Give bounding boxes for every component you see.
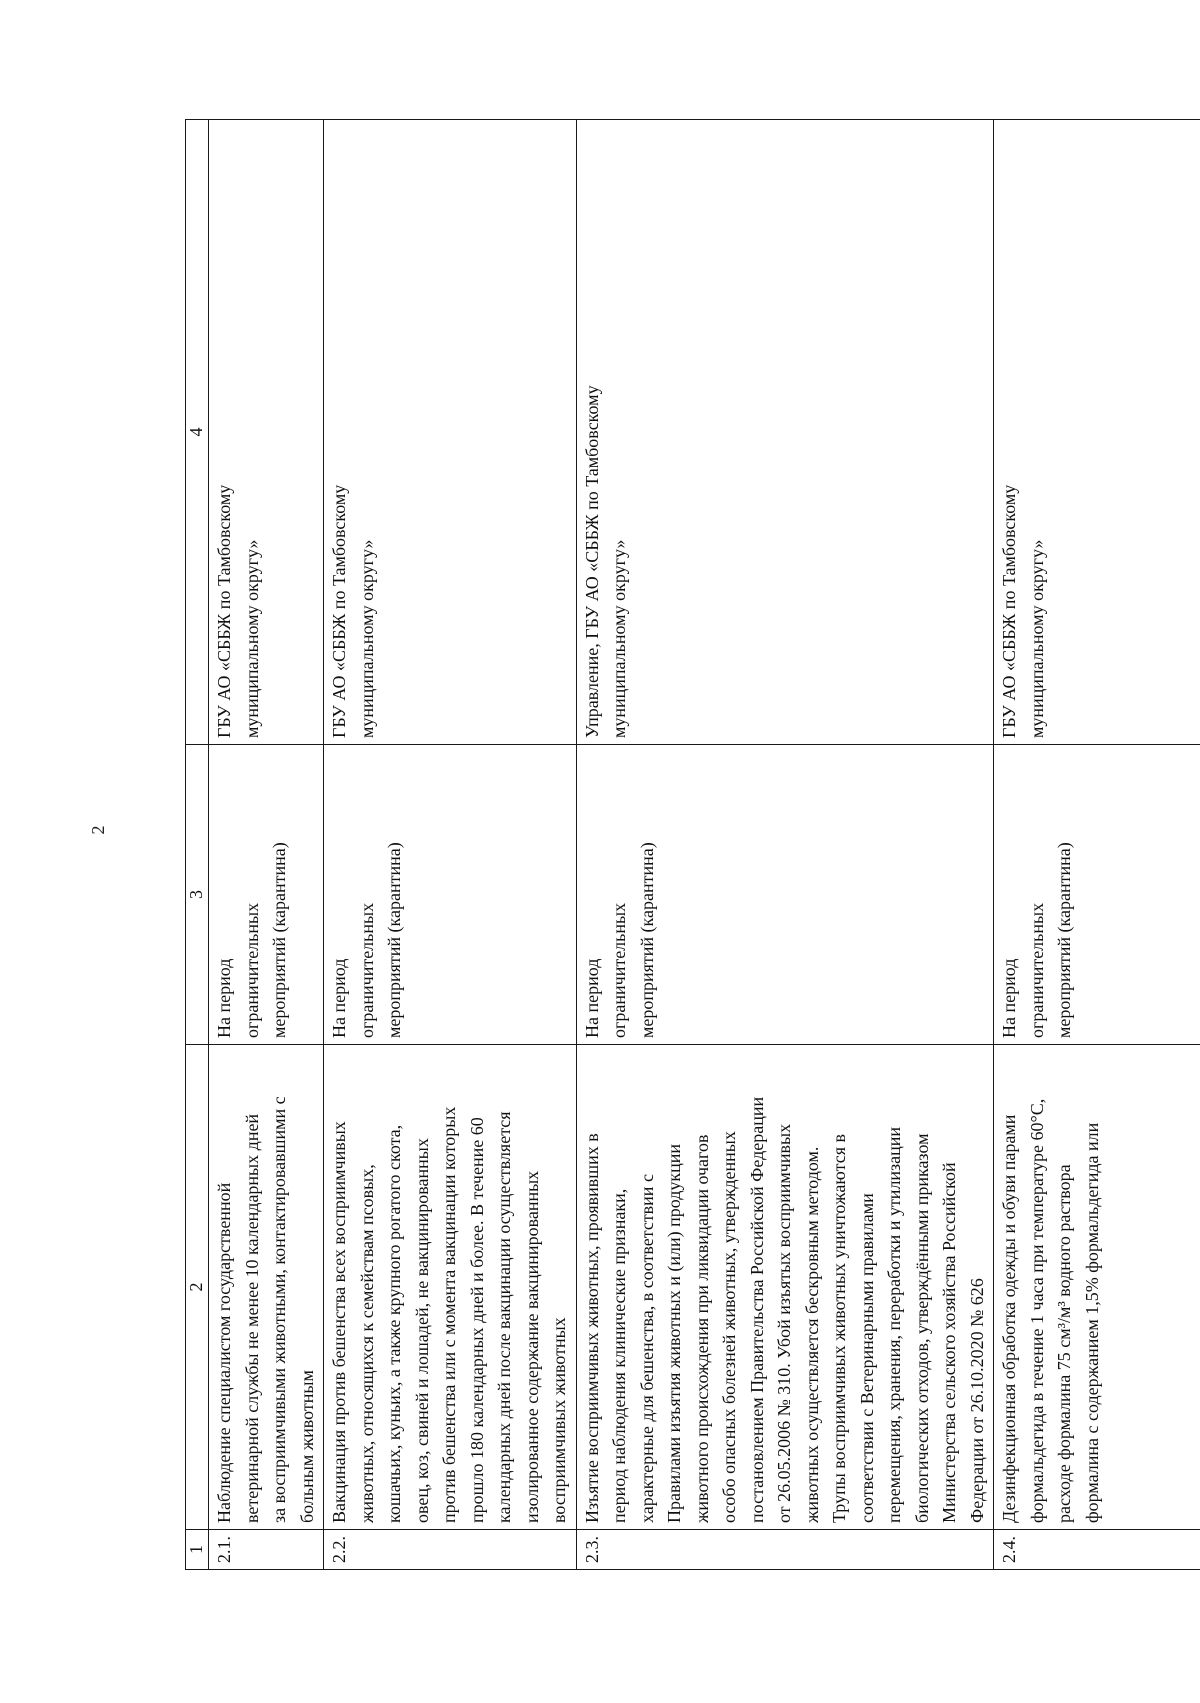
measure-text: Вакцинация против бешенства всех восприимчивых животных, относящихся к семействам псовых, кошачьих, куньих, а также крупного рогатого скота, овец, коз, свиней и лошадей, не вакцинированных против бешенства или с момента вакцинации которых прошло 180 календарных дней и более. В течение 60 календарных дней после вакцинации осуществляется изолированное содержание вакцинированных восприимчивых животных [324,1045,577,1530]
header-col-3: 3 [186,745,209,1045]
period-text: На период ограничительных мероприятий (карантина) [576,745,994,1045]
measure-text: Наблюдение специалистом государственной ветеринарной службы не менее 10 календарных дней за восприимчивыми животными, контактировавшими с больным животным [209,1045,324,1530]
header-row [186,120,209,1570]
responsible-text: ГБУ АО «СББЖ по Тамбовскому муниципальному округу» [994,120,1200,745]
period-text: На период ограничительных мероприятий (карантина) [209,745,324,1045]
responsible-text: Управление, ГБУ АО «СББЖ по Тамбовскому муниципальному округу» [576,120,994,745]
row-number: 2.3. [576,1530,994,1570]
row-number: 2.2. [324,1530,577,1570]
period-text: На период ограничительных мероприятий (карантина) [994,745,1200,1045]
measure-text: Дезинфекционная обработка одежды и обуви парами формальдегида в течение 1 часа при температуре 60°С, расходе формалина 75 см³/м³ водного раствора формалина с содержанием 1,5% формальдегида или [994,1045,1200,1530]
period-text: На период ограничительных мероприятий (карантина) [324,745,577,1045]
measures-table-rotated [185,120,1185,1570]
measure-text: Изъятие восприимчивых животных, проявивших в период наблюдения клинические признаки, характерные для бешенства, в соответствии с Правилами изъятия животных и (или) продукции животного происхождения при ликвидации очагов особо опасных болезней животных, утвержденных постановлением Правительства Российской Федерации от 26.05.2006 № 310. Убой изъятых восприимчивых животных осуществляется бескровным методом. Трупы восприимчивых животных уничтожаются в соответствии с Ветеринарными правилами перемещения, хранения, переработки и утилизации биологических отходов, утверждёнными приказом Министерства сельского хозяйства Российской Федерации от 26.10.2020 № 626 [576,1045,994,1530]
table-row [994,120,1200,1570]
responsible-text: ГБУ АО «СББЖ по Тамбовскому муниципальному округу» [324,120,577,745]
row-number: 2.4. [994,1530,1200,1570]
table-row [324,120,577,1570]
header-col-1: 1 [186,1530,209,1570]
header-col-4: 4 [186,120,209,745]
page-number: 2 [88,825,108,835]
measures-table [185,119,1200,1570]
table-row [209,120,324,1570]
header-col-2: 2 [186,1045,209,1530]
responsible-text: ГБУ АО «СББЖ по Тамбовскому муниципальному округу» [209,120,324,745]
table-row [576,120,994,1570]
row-number: 2.1. [209,1530,324,1570]
